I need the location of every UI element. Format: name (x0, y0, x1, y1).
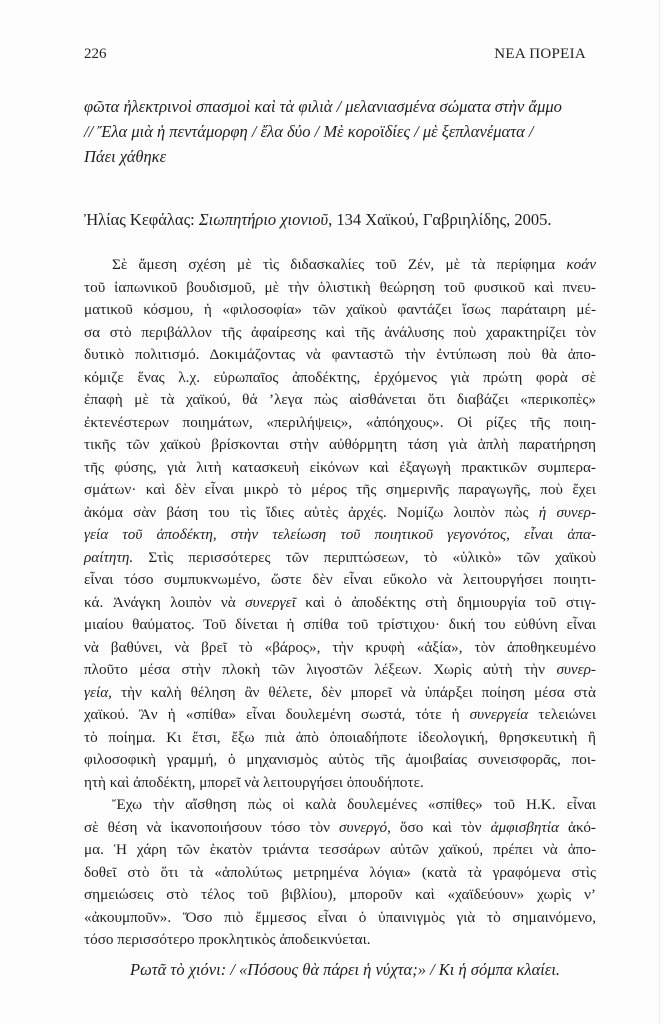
text-line: τόσο περισσότερο προκλητικὸς ἀποδεικνύεται. (84, 931, 371, 948)
running-title: ΝΕΑ ΠΟΡΕΙΑ (494, 46, 586, 62)
text-line: τοῦ ἰαπωνικοῦ βουδισμοῦ, μὲ τὴν ὁλιστικὴ θεώρηση τοῦ φυσικοῦ καὶ πνευ- (84, 278, 596, 296)
page-number: 226 (84, 46, 107, 62)
citation-author: Ἠλίας Κεφάλας: (84, 210, 199, 229)
poem-line: Πάει χάθηκε (84, 147, 167, 166)
review-body (84, 254, 596, 952)
text-line: τὸ ποίημα. Κι ἔτσι, ἔξω πιὰ ἀπὸ ὁποιαδήποτε ἰδεολογική, θρησκευτικὴ ἢ (84, 728, 596, 746)
text-line: κά. Ἀνάγκη λοιπὸν νὰ συνεργεῖ καὶ ὁ ἀποδέκτης στὴ δημιουργία τοῦ στιγ- (84, 593, 596, 611)
text-line: μα. Ἡ χάρη τῶν ἑκατὸν τριάντα τεσσάρων αὐτῶν χαϊκού, πρέπει νὰ ἀπο- (84, 841, 596, 858)
text-line: δοθεῖ στὸ ὅτι τὰ «ἀπολύτως μετρημένα λόγια» (κατὰ τὰ γραφόμενα στὶς (84, 863, 596, 881)
text-line: τῆς φύσης, γιὰ λιτὴ κατασκευὴ εἰκόνων καὶ ἐξαγωγὴ πρακτικῶν συμπερα- (84, 458, 596, 476)
text-line: ἐκτενέστερων ποιημάτων, «περιλήψεις», «ἀπόηχους». Οἱ ρίζες τῆς ποιη- (84, 413, 596, 431)
text-line: ητὴ καὶ ἀποδέκτη, μπορεῖ νὰ λειτουργήσει ὁπουδήποτε. (84, 773, 424, 791)
text-line: κόμιζε ἕνας λ.χ. εὐρωπαῖος ἀποδέκτης, ἐρχόμενος γιὰ πρώτη φορὰ σὲ (84, 368, 596, 386)
running-header (84, 46, 586, 63)
page-edge (659, 0, 660, 1024)
text-line: γεία, τὴν καλὴ θέληση ἂν θέλετε, δὲν μπορεῖ νὰ ὑπάρξει ποίηση μέσα στὰ (84, 683, 596, 701)
book-citation (84, 208, 596, 232)
text-line: Ἔχω τὴν αἴσθηση πὼς οἱ καλὰ δουλεμένες «σπίθες» τοῦ Η.Κ. εἶναι (112, 796, 596, 813)
text-line: σὲ θέση νὰ ἱκανοποιήσουν τόσο τὸν συνεργό, ὅσο καὶ τὸν ἀμφισβητία ἀκό- (84, 818, 596, 836)
citation-book-title: Σιωπητήριο χιονιοῦ (198, 210, 329, 229)
poem-line: Ρωτᾶ τὸ χιόνι: / «Πόσους θὰ πάρει ἡ νύχτα;» / Κι ἡ σόμπα κλαίει. (130, 960, 561, 979)
text-line: φιλοσοφικὴ γραμμή, ὁ μηχανισμὸς αὐτὸς τῆς ἀμοιβαίας συνεισφορᾶς, ποι- (84, 751, 596, 768)
text-line: σημειώσεις στὸ τέλος τοῦ βιβλίου), μποροῦν καὶ «χαϊδεύουν» χωρὶς ν’ (84, 886, 596, 903)
text-line: νὰ βαθύνει, νὰ βρεῖ τὸ «βάρος», τὴν κρυφὴ «ἀξία», τὸν ἀποθηκευμένο (84, 638, 596, 656)
text-line: πλοῦτο μέσα στὴν πλοκὴ τῶν λιγοστῶν λέξεων. Χωρὶς αὐτὴ τὴν συνερ- (84, 661, 596, 678)
text-line: μιαίου θαύματος. Τοῦ δίνεται ἡ σπίθα τοῦ τρίστιχου· δική του εὐθύνη εἶναι (84, 616, 596, 633)
text-line: ἀκόμα σὰν βάση του τὶς ἴδιες αὐτὲς ἀρχές. Νομίζω λοιπὸν πὼς ἡ συνερ- (84, 503, 596, 521)
text-line: σα στὸ περιβάλλον τῆς ἀφαίρεσης καὶ τῆς ἀνάλυσης ποὺ χαρακτηρίζει τὸν (84, 323, 596, 341)
poem-excerpt-bottom (130, 958, 610, 982)
text-line: Σὲ ἄμεση σχέση μὲ τὶς διδασκαλίες τοῦ Ζέν, μὲ τὰ περίφημα κοάν (112, 256, 596, 273)
text-line: τικῆς τῶν χαϊκοὺ βρίσκονται στὴν αὐθόρμητη τάση γιὰ ἁπλὴ παρατήρηση (84, 436, 596, 453)
poem-line: // Ἔλα μιὰ ἡ πεντάμορφη / ἔλα δύο / Μὲ κοροϊδίες / μὲ ξεπλανέματα / (84, 122, 534, 141)
text-line: γεία τοῦ ἀποδέκτη, στὴν τελείωση τοῦ ποιητικοῦ γεγονότος, εἶναι ἀπα- (84, 526, 596, 543)
poem-excerpt-top (84, 94, 596, 169)
text-line: δυτικὸ πολιτισμό. Δοκιμάζοντας νὰ φανταστῶ τὴν ἐντύπωση ποὺ θὰ ἀπο- (84, 346, 596, 363)
text-line: ραίτητη. Στὶς περισσότερες τῶν περιπτώσεων, τὸ «ὑλικὸ» τῶν χαϊκοὺ (84, 548, 596, 566)
text-line: ἐπαφὴ μὲ τὰ χαϊκού, θά ’λεγα πὼς αἰσθάνεται ὅτι διαβάζει «περικοπὲς» (84, 391, 596, 408)
poem-line: φῶτα ἠλεκτρινοὶ σπασμοὶ καὶ τὰ φιλιὰ / μελανιασμένα σώματα στὴν ἄμμο (84, 97, 562, 116)
text-line: «ἀκουμποῦν». Ὅσο πιὸ ἔμμεσος εἶναι ὁ ὑπαινιγμὸς γιὰ τὸ σημαινόμενο, (84, 908, 596, 926)
citation-details: , 134 Χαϊκού, Γαβριηλίδης, 2005. (328, 210, 552, 229)
text-line: χαϊκού. Ἂν ἡ «σπίθα» εἶναι δουλεμένη σωστά, τότε ἡ συνεργεία τελειώνει (84, 706, 596, 723)
text-line: σμάτων· καὶ δὲν εἶναι μικρὸ τὸ μέρος τῆς σημερινῆς παραγωγῆς, ποὺ ἔχει (84, 481, 596, 498)
text-line: ματικοῦ κόσμου, ἡ «φιλοσοφία» τῶν χαϊκοὺ φαντάζει ἴσως παράταιρη μέ- (84, 301, 596, 318)
text-line: εἶναι τόσο συμπυκνωμένο, ὥστε δὲν εἶναι εὔκολο νὰ λειτουργήσει ποιητι- (84, 571, 596, 588)
